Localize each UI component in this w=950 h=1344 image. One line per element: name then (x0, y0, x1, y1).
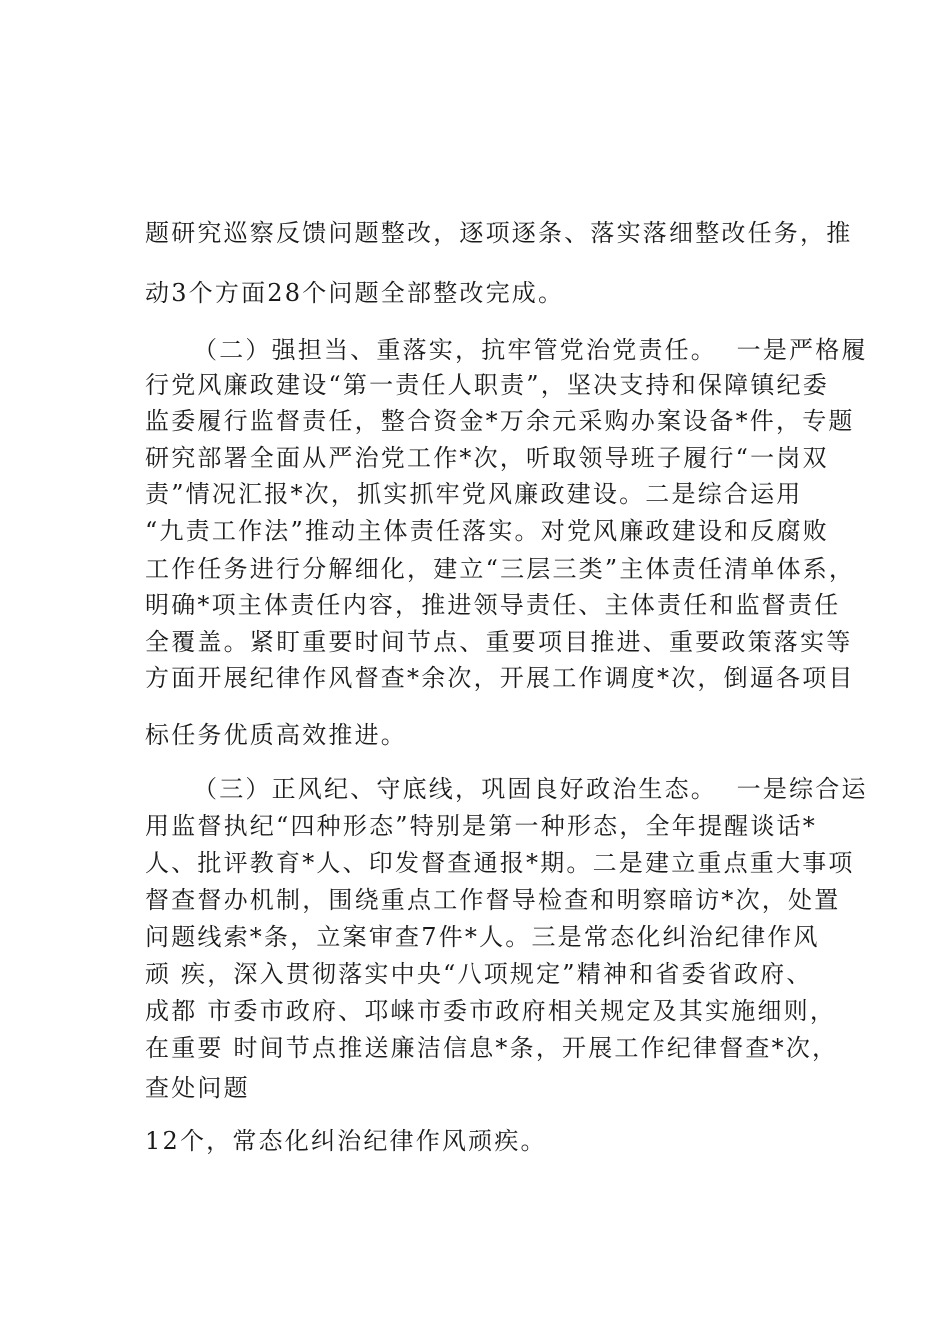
text-line: 研究部署全面从严治党工作*次，听取领导班子履行“一岗双 (145, 444, 829, 472)
section-heading-line: （二）强担当、重落实，抗牢管党治党责任。 一是严格履 (193, 336, 868, 364)
text-line: 工作任务进行分解细化，建立“三层三类”主体责任清单体系， (145, 555, 856, 583)
text-line: 在重要 时间节点推送廉洁信息*条，开展工作纪律督查*次， (145, 1034, 839, 1062)
text-line: 督查督办机制，围绕重点工作督导检查和明察暗访*次，处置 (145, 886, 841, 914)
text-line: 成都 市委市政府、邛崃市委市政府相关规定及其实施细则， (145, 997, 837, 1025)
text-line: 明确*项主体责任内容，推进领导责任、主体责任和监督责任 (145, 591, 841, 619)
text-line: 问题线索*条，立案审查7件*人。三是常态化纠治纪律作风 (145, 923, 820, 951)
text-line: 12个，常态化纠治纪律作风顽疾。 (145, 1127, 547, 1155)
text-line: 用监督执纪“四种形态”特别是第一种形态，全年提醒谈话* (145, 812, 817, 840)
text-line: 标任务优质高效推进。 (145, 721, 407, 749)
text-line: 人、批评教育*人、印发督查通报*期。二是建立重点重大事项 (145, 849, 855, 877)
text-line: 行党风廉政建设“第一责任人职责”，坚决支持和保障镇纪委 (145, 371, 829, 399)
text-line: “九责工作法”推动主体责任落实。对党风廉政建设和反腐败 (145, 517, 829, 545)
text-line: 方面开展纪律作风督查*余次，开展工作调度*次，倒逼各项目 (145, 664, 855, 692)
text-line: 全覆盖。紧盯重要时间节点、重要项目推进、重要政策落实等 (145, 628, 853, 656)
text-line: 顽 疾，深入贯彻落实中央“八项规定”精神和省委省政府、 (145, 960, 813, 988)
text-line: 查处问题 (145, 1074, 250, 1102)
text-line: 监委履行监督责任，整合资金*万余元采购办案设备*件，专题 (145, 407, 855, 435)
text-line: 题研究巡察反馈问题整改，逐项逐条、落实落细整改任务，推 (145, 219, 853, 247)
text-line: 动3个方面28个问题全部整改完成。 (145, 279, 565, 307)
text-line: 责”情况汇报*次，抓实抓牢党风廉政建设。二是综合运用 (145, 480, 803, 508)
section-heading-line: （三）正风纪、守底线，巩固良好政治生态。 一是综合运 (193, 775, 868, 803)
